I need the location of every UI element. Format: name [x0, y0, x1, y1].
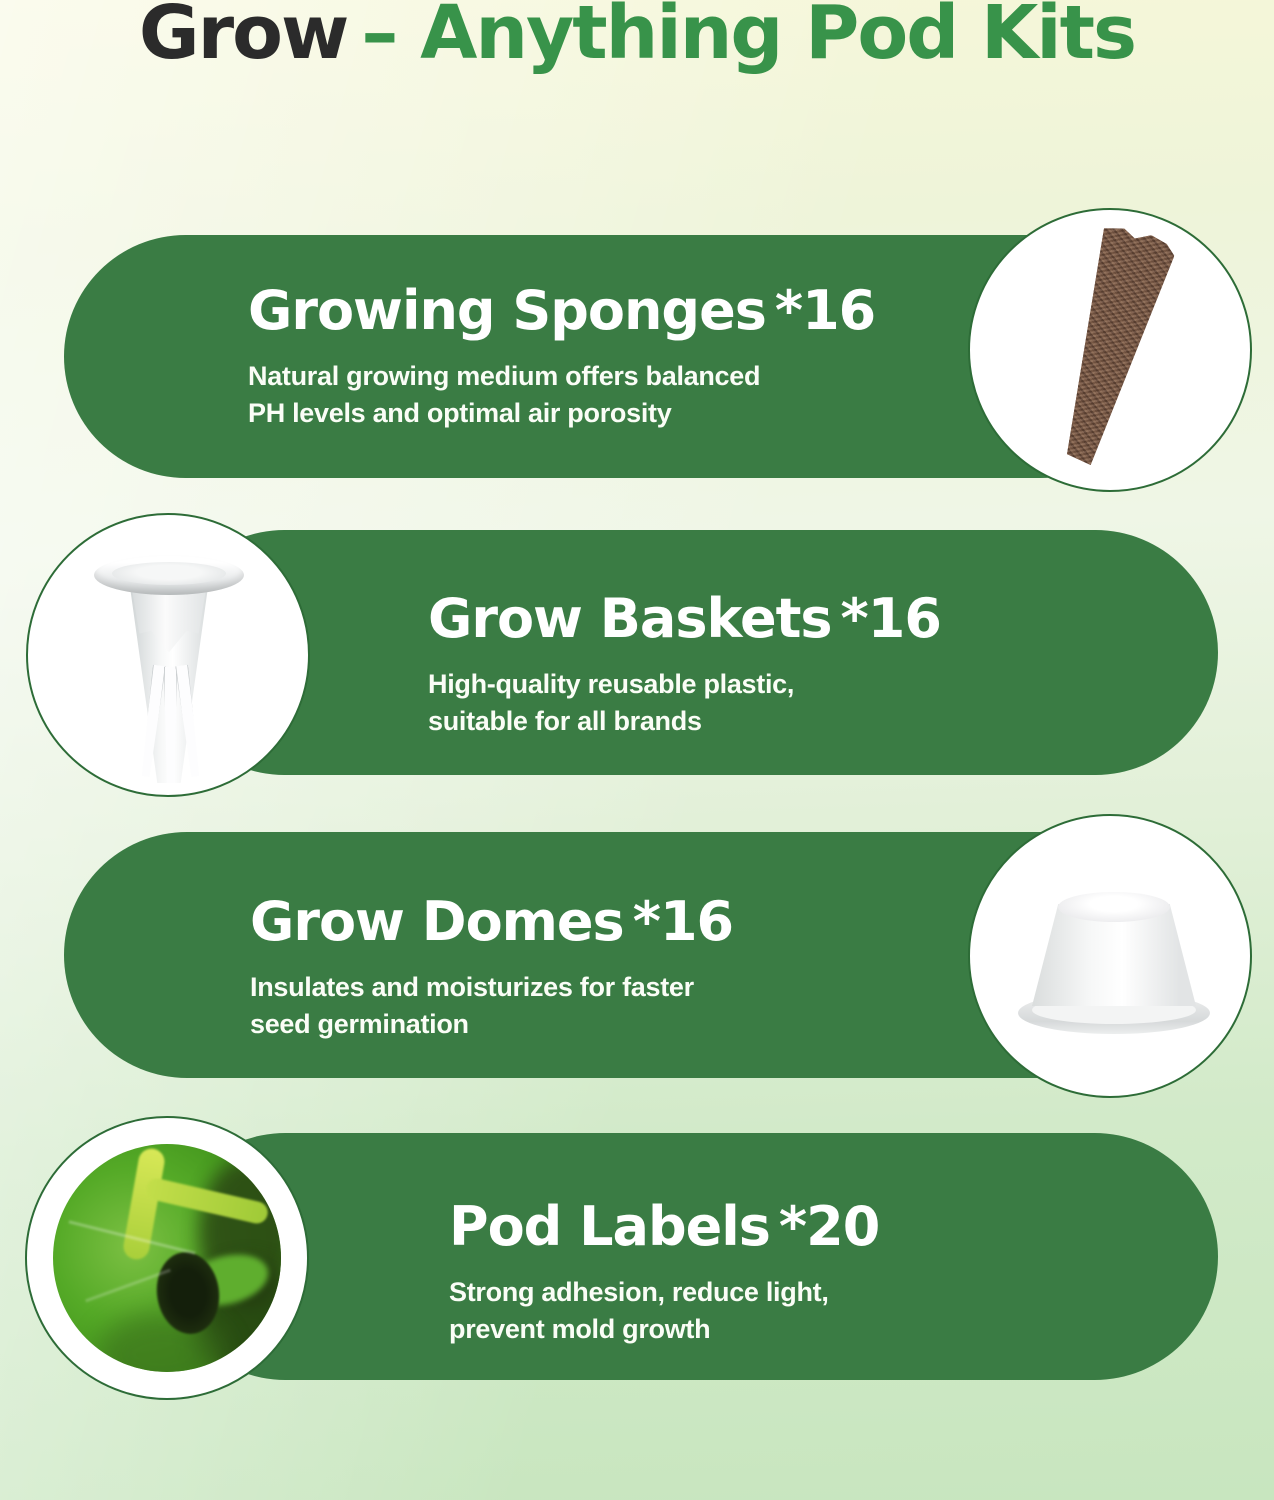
description-line: High-quality reusable plastic,: [428, 668, 795, 699]
page-title-green: – Anything Pod Kits: [361, 0, 1136, 76]
page-title-dark: Grow: [138, 0, 348, 76]
description-line: Insulates and moisturizes for faster: [250, 971, 694, 1002]
banner-heading: [250, 890, 733, 955]
basket-rim-inner-shape: [112, 562, 226, 585]
description-line: suitable for all brands: [428, 705, 702, 736]
banner-count-text: *16: [632, 890, 734, 953]
banner-text-block: [428, 587, 941, 740]
plant-photo-image: [53, 1144, 281, 1372]
description-line: prevent mold growth: [449, 1313, 711, 1344]
banner-heading: [449, 1195, 879, 1260]
photo-circle-sponge: [968, 208, 1252, 492]
feature-banner-pod-labels: [162, 1133, 1218, 1380]
photo-circle-plant: [25, 1116, 309, 1400]
banner-title-text: Grow Domes: [250, 890, 624, 953]
banner-text-block: [449, 1195, 879, 1348]
banner-heading: [248, 279, 875, 344]
sponge-cone-shape: [1037, 221, 1178, 474]
banner-count-text: *20: [778, 1195, 880, 1258]
basket-image: [28, 515, 308, 795]
banner-description: [428, 666, 941, 740]
description-line: Strong adhesion, reduce light,: [449, 1276, 829, 1307]
banner-description: [248, 358, 875, 432]
banner-description: [449, 1274, 879, 1348]
dome-image: [970, 816, 1250, 1096]
description-line: seed germination: [250, 1008, 469, 1039]
photo-circle-basket: [26, 513, 310, 797]
feature-banner-grow-baskets: [162, 530, 1218, 775]
photo-circle-dome: [968, 814, 1252, 1098]
banner-text-block: [248, 279, 875, 432]
description-line: PH levels and optimal air porosity: [248, 397, 672, 428]
page-title: [0, 0, 1274, 74]
banner-count-text: *16: [774, 279, 876, 342]
sponge-image: [1037, 221, 1178, 474]
banner-description: [250, 969, 733, 1043]
banner-heading: [428, 587, 941, 652]
description-line: Natural growing medium offers balanced: [248, 360, 761, 391]
banner-title-text: Grow Baskets: [428, 587, 832, 650]
banner-count-text: *16: [840, 587, 941, 650]
banner-text-block: [250, 890, 733, 1043]
banner-title-text: Growing Sponges: [248, 279, 766, 342]
dome-top-shape: [1058, 892, 1170, 922]
banner-title-text: Pod Labels: [449, 1195, 770, 1258]
